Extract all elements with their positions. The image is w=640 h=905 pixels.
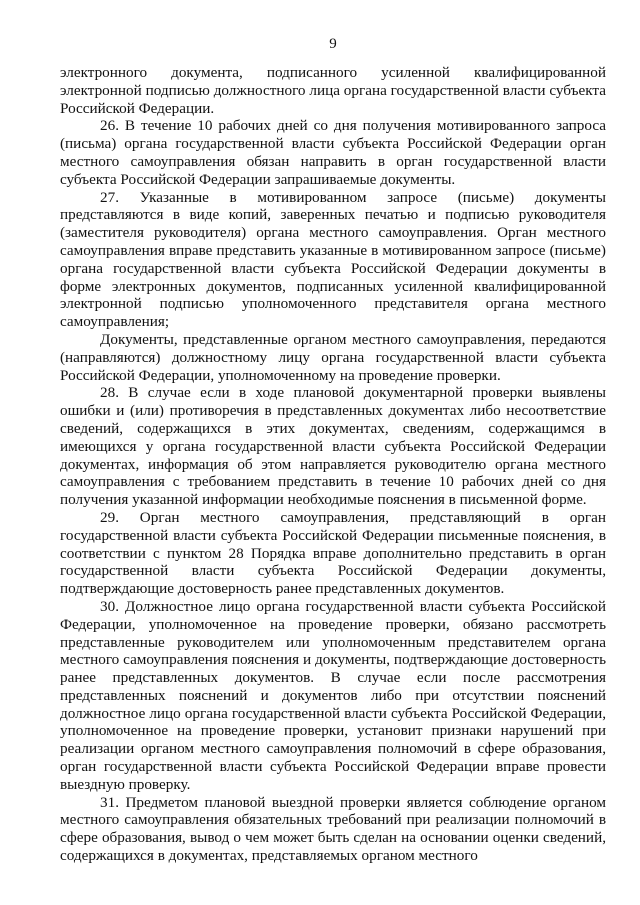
- paragraph-30: 30. Должностное лицо органа государственной власти субъекта Российской Федерации, уполномоченное на проведение проверки, обязано рассмотреть представленные руководителем или уполномоченным представителем органа местного самоуправления пояснения и документы, подтверждающие достоверность ранее представленных документов. В случае если после рассмотрения представленных пояснений и документов либо при отсутствии пояснений должностное лицо органа государственной власти субъекта Российской Федерации, уполномоченное на проведение проверки, установит признаки нарушений при реализации органом местного самоуправления полномочий в сфере образования, орган государственной власти субъекта Российской Федерации вправе провести выездную проверку.: [60, 597, 606, 793]
- paragraph-31: 31. Предметом плановой выездной проверки является соблюдение органом местного самоуправления обязательных требований при реализации полномочий в сфере образования, вывод о чем может быть сделан на основании оценки сведений, содержащихся в документах, представляемых органом местного: [60, 793, 606, 865]
- paragraph-continuation: электронного документа, подписанного усиленной квалифицированной электронной подписью должностного лица органа государственной власти субъекта Российской Федерации.: [60, 64, 606, 117]
- paragraph-28: 28. В случае если в ходе плановой документарной проверки выявлены ошибки и (или) противоречия в представленных документах либо несоответствие сведений, содержащихся в этих документах, сведениям, содержащимся в имеющихся у органа государственной власти субъекта Российской Федерации документах, информация об этом направляется руководителю органа местного самоуправления с требованием представить в течение 10 рабочих дней со дня получения указанной информации необходимые пояснения в письменной форме.: [60, 384, 606, 509]
- paragraph-29: 29. Орган местного самоуправления, представляющий в орган государственной власти субъекта Российской Федерации письменные пояснения, в соответствии с пунктом 28 Порядка вправе дополнительно представить в орган государственной власти субъекта Российской Федерации документы, подтверждающие достоверность ранее представленных документов.: [60, 508, 606, 598]
- page-number: 9: [329, 36, 337, 52]
- paragraph-27-documents: Документы, представленные органом местного самоуправления, передаются (направляются) должностному лицу органа государственной власти субъекта Российской Федерации, уполномоченному на проведение проверки.: [60, 330, 606, 384]
- paragraph-27: 27. Указанные в мотивированном запросе (письме) документы представляются в виде копий, заверенных печатью и подписью руководителя (заместителя руководителя) органа местного самоуправления. Орган местного самоуправления вправе представить указанные в мотивированном запросе (письме) органа государственной власти субъекта Российской Федерации документы в форме электронных документов, подписанных усиленной квалифицированной электронной подписью уполномоченного представителя органа местного самоуправления;: [60, 188, 606, 331]
- paragraph-26: 26. В течение 10 рабочих дней со дня получения мотивированного запроса (письма) органа государственной власти субъекта Российской Федерации орган местного самоуправления обязан направить в орган государственной власти субъекта Российской Федерации запрашиваемые документы.: [60, 117, 606, 188]
- document-body: [60, 64, 606, 865]
